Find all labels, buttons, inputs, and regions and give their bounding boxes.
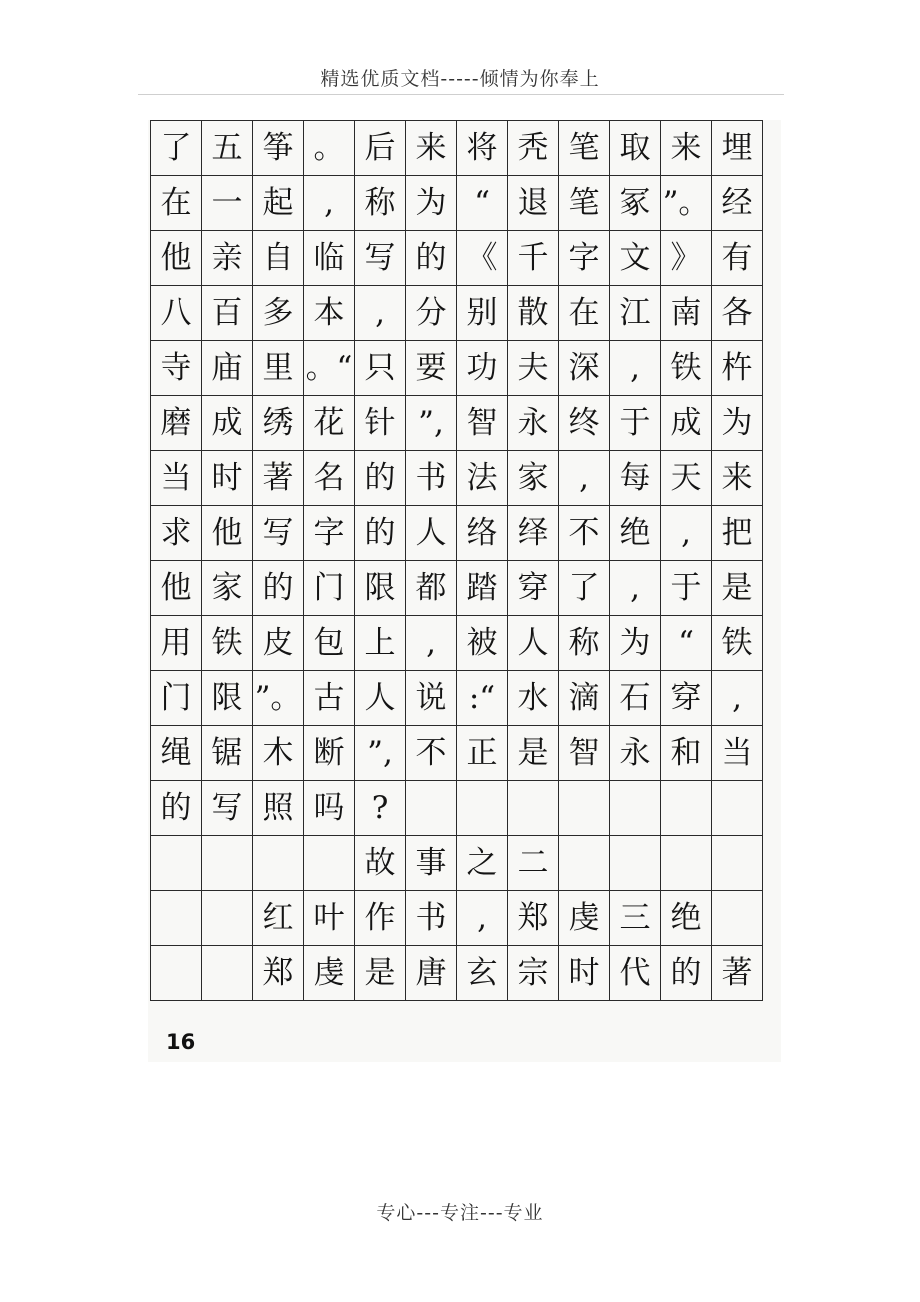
- grid-cell: [508, 781, 559, 836]
- grid-cell: [202, 836, 253, 891]
- grid-cell: 说: [406, 671, 457, 726]
- grid-cell: 临: [304, 231, 355, 286]
- grid-cell: 把: [712, 506, 763, 561]
- grid-cell: ”。: [661, 176, 712, 231]
- document-header-title: 精选优质文档-----倾情为你奉上: [320, 68, 600, 90]
- grid-cell: 家: [202, 561, 253, 616]
- grid-cell: 冢: [610, 176, 661, 231]
- grid-cell: ”,: [355, 726, 406, 781]
- grid-cell: 滴: [559, 671, 610, 726]
- grid-cell: 为: [610, 616, 661, 671]
- grid-cell: ,: [304, 176, 355, 231]
- grid-cell: 散: [508, 286, 559, 341]
- grid-cell: 被: [457, 616, 508, 671]
- grid-cell: 古: [304, 671, 355, 726]
- grid-cell: 限: [202, 671, 253, 726]
- grid-cell: 字: [304, 506, 355, 561]
- grid-cell: 成: [202, 396, 253, 451]
- grid-cell: ,: [610, 561, 661, 616]
- grid-cell: 之: [457, 836, 508, 891]
- grid-cell: 是: [508, 726, 559, 781]
- grid-cell: 江: [610, 286, 661, 341]
- grid-cell: 包: [304, 616, 355, 671]
- grid-cell: 文: [610, 231, 661, 286]
- grid-cell: 故: [355, 836, 406, 891]
- grid-cell: 了: [559, 561, 610, 616]
- grid-cell: 都: [406, 561, 457, 616]
- grid-row: [151, 451, 763, 506]
- grid-cell: 绝: [610, 506, 661, 561]
- grid-cell: [253, 836, 304, 891]
- grid-cell: 秃: [508, 121, 559, 176]
- grid-cell: 笔: [559, 121, 610, 176]
- grid-cell: 里: [253, 341, 304, 396]
- grid-cell: ?: [355, 781, 406, 836]
- grid-cell: 功: [457, 341, 508, 396]
- grid-cell: [712, 891, 763, 946]
- grid-cell: 作: [355, 891, 406, 946]
- grid-cell: 天: [661, 451, 712, 506]
- grid-row: [151, 561, 763, 616]
- grid-cell: [610, 781, 661, 836]
- grid-cell: [151, 836, 202, 891]
- page-number: 16: [166, 1030, 196, 1054]
- grid-cell: 铁: [202, 616, 253, 671]
- grid-cell: ,: [559, 451, 610, 506]
- grid-cell: 一: [202, 176, 253, 231]
- grid-cell: [712, 781, 763, 836]
- grid-cell: 他: [151, 561, 202, 616]
- grid-cell: 穿: [661, 671, 712, 726]
- grid-cell: 门: [304, 561, 355, 616]
- grid-cell: 永: [610, 726, 661, 781]
- grid-cell: 照: [253, 781, 304, 836]
- grid-cell: 红: [253, 891, 304, 946]
- grid-cell: 八: [151, 286, 202, 341]
- header-divider: [138, 94, 784, 95]
- grid-cell: 来: [406, 121, 457, 176]
- grid-cell: 他: [202, 506, 253, 561]
- grid-cell: 为: [406, 176, 457, 231]
- grid-cell: 名: [304, 451, 355, 506]
- grid-cell: 绎: [508, 506, 559, 561]
- grid-cell: 铁: [661, 341, 712, 396]
- grid-cell: 时: [559, 946, 610, 1001]
- document-footer-text: 专心---专注---专业: [376, 1202, 544, 1224]
- grid-cell: [406, 781, 457, 836]
- grid-cell: 郑: [508, 891, 559, 946]
- grid-cell: 唐: [406, 946, 457, 1001]
- grid-cell: 各: [712, 286, 763, 341]
- grid-cell: 本: [304, 286, 355, 341]
- grid-cell: 绝: [661, 891, 712, 946]
- grid-cell: [304, 836, 355, 891]
- grid-cell: [661, 781, 712, 836]
- grid-cell: 针: [355, 396, 406, 451]
- grid-cell: 磨: [151, 396, 202, 451]
- grid-row: [151, 836, 763, 891]
- grid-row: [151, 891, 763, 946]
- grid-cell: 用: [151, 616, 202, 671]
- grid-cell: 络: [457, 506, 508, 561]
- grid-row: [151, 781, 763, 836]
- grid-cell: 代: [610, 946, 661, 1001]
- grid-cell: 人: [406, 506, 457, 561]
- grid-cell: ,: [406, 616, 457, 671]
- grid-row: [151, 946, 763, 1001]
- grid-cell: 水: [508, 671, 559, 726]
- grid-cell: 人: [355, 671, 406, 726]
- grid-cell: 断: [304, 726, 355, 781]
- grid-cell: 是: [355, 946, 406, 1001]
- grid-cell: [202, 891, 253, 946]
- grid-cell: 书: [406, 891, 457, 946]
- grid-cell: 穿: [508, 561, 559, 616]
- grid-cell: 三: [610, 891, 661, 946]
- grid-cell: 多: [253, 286, 304, 341]
- grid-cell: 《: [457, 231, 508, 286]
- grid-cell: [559, 781, 610, 836]
- grid-cell: ,: [712, 671, 763, 726]
- grid-cell: 的: [355, 506, 406, 561]
- grid-cell: 宗: [508, 946, 559, 1001]
- scanned-copybook-page: [148, 120, 781, 1062]
- grid-cell: 郑: [253, 946, 304, 1001]
- grid-cell: 于: [661, 561, 712, 616]
- grid-cell: 他: [151, 231, 202, 286]
- grid-cell: [457, 781, 508, 836]
- grid-row: [151, 176, 763, 231]
- grid-cell: 智: [457, 396, 508, 451]
- grid-row: [151, 396, 763, 451]
- grid-cell: 退: [508, 176, 559, 231]
- grid-cell: 南: [661, 286, 712, 341]
- grid-cell: 正: [457, 726, 508, 781]
- grid-cell: ,: [355, 286, 406, 341]
- grid-cell: 了: [151, 121, 202, 176]
- grid-cell: 写: [202, 781, 253, 836]
- grid-cell: 玄: [457, 946, 508, 1001]
- grid-cell: 的: [661, 946, 712, 1001]
- grid-cell: 时: [202, 451, 253, 506]
- grid-cell: 千: [508, 231, 559, 286]
- grid-cell: 为: [712, 396, 763, 451]
- grid-cell: 在: [559, 286, 610, 341]
- grid-cell: 杵: [712, 341, 763, 396]
- grid-cell: 经: [712, 176, 763, 231]
- grid-cell: 来: [661, 121, 712, 176]
- grid-cell: 庙: [202, 341, 253, 396]
- grid-cell: 是: [712, 561, 763, 616]
- grid-cell: 夫: [508, 341, 559, 396]
- grid-cell: 在: [151, 176, 202, 231]
- grid-cell: 将: [457, 121, 508, 176]
- grid-cell: 字: [559, 231, 610, 286]
- grid-cell: 法: [457, 451, 508, 506]
- grid-cell: 门: [151, 671, 202, 726]
- grid-cell: 自: [253, 231, 304, 286]
- grid-cell: 。: [304, 121, 355, 176]
- grid-cell: :“: [457, 671, 508, 726]
- grid-cell: 的: [253, 561, 304, 616]
- grid-cell: 成: [661, 396, 712, 451]
- grid-cell: 吗: [304, 781, 355, 836]
- grid-cell: 著: [712, 946, 763, 1001]
- grid-cell: 不: [406, 726, 457, 781]
- grid-cell: 著: [253, 451, 304, 506]
- grid-cell: 。“: [304, 341, 355, 396]
- grid-row: [151, 671, 763, 726]
- grid-cell: ,: [610, 341, 661, 396]
- grid-cell: 亲: [202, 231, 253, 286]
- grid-cell: 人: [508, 616, 559, 671]
- grid-cell: 求: [151, 506, 202, 561]
- grid-cell: [712, 836, 763, 891]
- grid-cell: 当: [712, 726, 763, 781]
- grid-cell: 筝: [253, 121, 304, 176]
- grid-cell: 叶: [304, 891, 355, 946]
- grid-cell: [151, 946, 202, 1001]
- grid-cell: ”。: [253, 671, 304, 726]
- grid-cell: 深: [559, 341, 610, 396]
- grid-row: [151, 286, 763, 341]
- grid-cell: 称: [559, 616, 610, 671]
- grid-cell: 只: [355, 341, 406, 396]
- grid-cell: 虔: [559, 891, 610, 946]
- grid-cell: 称: [355, 176, 406, 231]
- grid-cell: 虔: [304, 946, 355, 1001]
- grid-cell: 皮: [253, 616, 304, 671]
- grid-row: [151, 121, 763, 176]
- grid-cell: 写: [253, 506, 304, 561]
- grid-cell: 的: [406, 231, 457, 286]
- grid-row: [151, 616, 763, 671]
- grid-cell: 后: [355, 121, 406, 176]
- grid-cell: 分: [406, 286, 457, 341]
- grid-cell: 和: [661, 726, 712, 781]
- grid-cell: 埋: [712, 121, 763, 176]
- grid-cell: 有: [712, 231, 763, 286]
- grid-cell: 事: [406, 836, 457, 891]
- grid-cell: [151, 891, 202, 946]
- grid-cell: 不: [559, 506, 610, 561]
- grid-row: [151, 341, 763, 396]
- grid-cell: ,: [457, 891, 508, 946]
- grid-cell: [559, 836, 610, 891]
- grid-cell: [202, 946, 253, 1001]
- grid-cell: [661, 836, 712, 891]
- grid-cell: 绳: [151, 726, 202, 781]
- grid-cell: “: [457, 176, 508, 231]
- grid-cell: 来: [712, 451, 763, 506]
- grid-cell: ,: [661, 506, 712, 561]
- grid-cell: 的: [355, 451, 406, 506]
- grid-cell: 石: [610, 671, 661, 726]
- grid-cell: ”,: [406, 396, 457, 451]
- grid-cell: 上: [355, 616, 406, 671]
- grid-cell: 寺: [151, 341, 202, 396]
- grid-cell: 五: [202, 121, 253, 176]
- grid-cell: 于: [610, 396, 661, 451]
- grid-cell: 别: [457, 286, 508, 341]
- grid-cell: 绣: [253, 396, 304, 451]
- grid-cell: [610, 836, 661, 891]
- grid-cell: 家: [508, 451, 559, 506]
- grid-cell: 铁: [712, 616, 763, 671]
- grid-cell: 》: [661, 231, 712, 286]
- grid-cell: 当: [151, 451, 202, 506]
- character-grid: [150, 120, 763, 1001]
- grid-cell: 写: [355, 231, 406, 286]
- grid-cell: 取: [610, 121, 661, 176]
- grid-row: [151, 726, 763, 781]
- grid-row: [151, 506, 763, 561]
- grid-cell: 锯: [202, 726, 253, 781]
- grid-cell: 起: [253, 176, 304, 231]
- grid-cell: 笔: [559, 176, 610, 231]
- grid-cell: 的: [151, 781, 202, 836]
- grid-cell: 花: [304, 396, 355, 451]
- grid-cell: 书: [406, 451, 457, 506]
- grid-cell: 踏: [457, 561, 508, 616]
- grid-cell: 二: [508, 836, 559, 891]
- grid-cell: 终: [559, 396, 610, 451]
- grid-cell: 每: [610, 451, 661, 506]
- grid-row: [151, 231, 763, 286]
- grid-cell: 百: [202, 286, 253, 341]
- grid-cell: 永: [508, 396, 559, 451]
- grid-cell: 木: [253, 726, 304, 781]
- grid-cell: “: [661, 616, 712, 671]
- grid-cell: 要: [406, 341, 457, 396]
- grid-cell: 限: [355, 561, 406, 616]
- grid-cell: 智: [559, 726, 610, 781]
